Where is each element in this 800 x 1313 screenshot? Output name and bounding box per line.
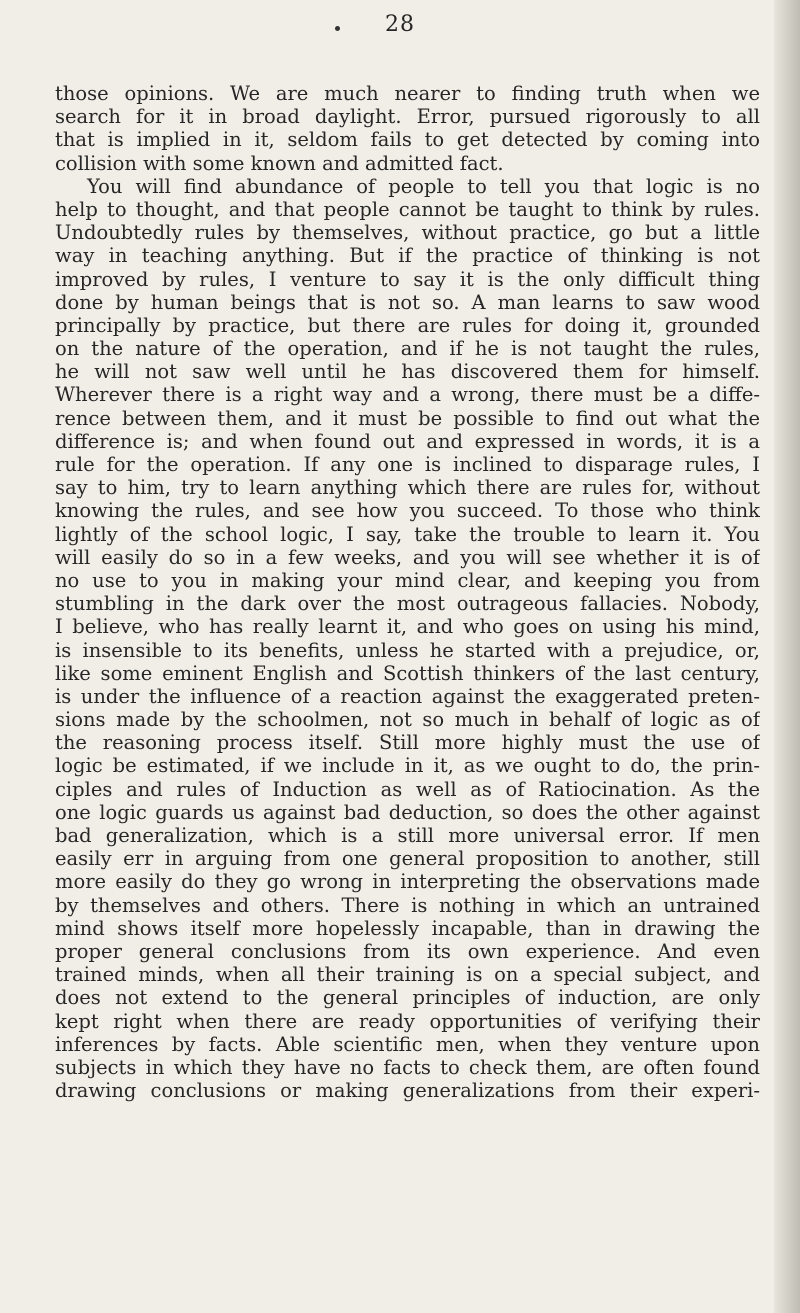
- text-line: drawing conclusions or making generalizations from their experi-: [55, 1079, 760, 1103]
- text-line: way in teaching anything. But if the practice of thinking is not: [55, 244, 760, 268]
- text-line: subjects in which they have no facts to check them, are often found: [55, 1055, 760, 1079]
- text-line: rence between them, and it must be possible to find out what the: [55, 406, 760, 430]
- text-line: done by human beings that is not so. A man learns to saw wood: [55, 290, 760, 314]
- text-line: principally by practice, but there are rules for doing it, grounded: [55, 313, 760, 337]
- text-line: rule for the operation. If any one is inclined to disparage rules, I: [55, 453, 760, 476]
- text-line: say to him, try to learn anything which there are rules for, without: [55, 476, 760, 500]
- text-line: lightly of the school logic, I say, take the trouble to learn it. You: [55, 522, 760, 546]
- text-line: trained minds, when all their training is on a special subject, and: [55, 963, 760, 987]
- text-line: ciples and rules of Induction as well as of Ratiocination. As the: [55, 777, 760, 801]
- text-line: improved by rules, I venture to say it is the only difficult thing: [55, 267, 760, 291]
- text-line: collision with some known and admitted fact.: [55, 151, 504, 175]
- text-line: kept right when there are ready opportunities of verifying their: [55, 1009, 760, 1033]
- text-line: like some eminent English and Scottish thinkers of the last century,: [55, 661, 760, 685]
- text-line: does not extend to the general principles of induction, are only: [55, 986, 760, 1010]
- page-gutter-shadow: [774, 0, 800, 1313]
- text-line: Wherever there is a right way and a wrong, there must be a diffe-: [55, 383, 760, 407]
- body-text: [55, 82, 760, 1102]
- page-number: 28: [385, 12, 415, 37]
- text-line: he will not saw well until he has discovered them for himself.: [55, 360, 760, 384]
- text-line: no use to you in making your mind clear, and keeping you from: [55, 568, 760, 592]
- text-line: sions made by the schoolmen, not so much in behalf of logic as of: [55, 708, 760, 732]
- text-line: is under the influence of a reaction against the exaggerated preten-: [55, 684, 760, 708]
- text-line: easily err in arguing from one general proposition to another, still: [55, 847, 760, 871]
- text-line: proper general conclusions from its own experience. And even: [55, 939, 760, 963]
- text-line: stumbling in the dark over the most outrageous fallacies. Nobody,: [55, 592, 760, 616]
- text-line: difference is; and when found out and expressed in words, it is a: [55, 429, 760, 453]
- text-line: logic be estimated, if we include in it, as we ought to do, the prin-: [55, 754, 760, 778]
- text-line: will easily do so in a few weeks, and you will see whether it is of: [55, 545, 760, 569]
- text-line: bad generalization, which is a still more universal error. If men: [55, 824, 760, 847]
- text-line: the reasoning process itself. Still more highly must the use of: [55, 731, 760, 755]
- text-line: that is implied in it, seldom fails to get detected by coming into: [55, 128, 760, 152]
- text-line: mind shows itself more hopelessly incapable, than in drawing the: [55, 916, 760, 940]
- text-line: I believe, who has really learnt it, and who goes on using his mind,: [55, 615, 760, 639]
- text-line: help to thought, and that people cannot be taught to think by rules.: [55, 197, 760, 221]
- text-line: by themselves and others. There is nothing in which an untrained: [55, 893, 760, 917]
- text-line: inferences by facts. Able scientific men, when they venture upon: [55, 1032, 760, 1056]
- text-line: one logic guards us against bad deduction, so does the other against: [55, 800, 760, 824]
- text-line: knowing the rules, and see how you succeed. To those who think: [55, 499, 760, 523]
- text-line: more easily do they go wrong in interpreting the observations made: [55, 870, 760, 894]
- text-line: search for it in broad daylight. Error, pursued rigorously to all: [55, 105, 760, 129]
- text-line: Undoubtedly rules by themselves, without practice, go but a little: [55, 221, 760, 245]
- text-line: is insensible to its benefits, unless he started with a prejudice, or,: [55, 638, 760, 662]
- text-line: those opinions. We are much nearer to finding truth when we: [55, 82, 760, 105]
- text-line: You will find abundance of people to tell you that logic is no: [87, 174, 760, 198]
- text-line: on the nature of the operation, and if he is not taught the rules,: [55, 337, 760, 361]
